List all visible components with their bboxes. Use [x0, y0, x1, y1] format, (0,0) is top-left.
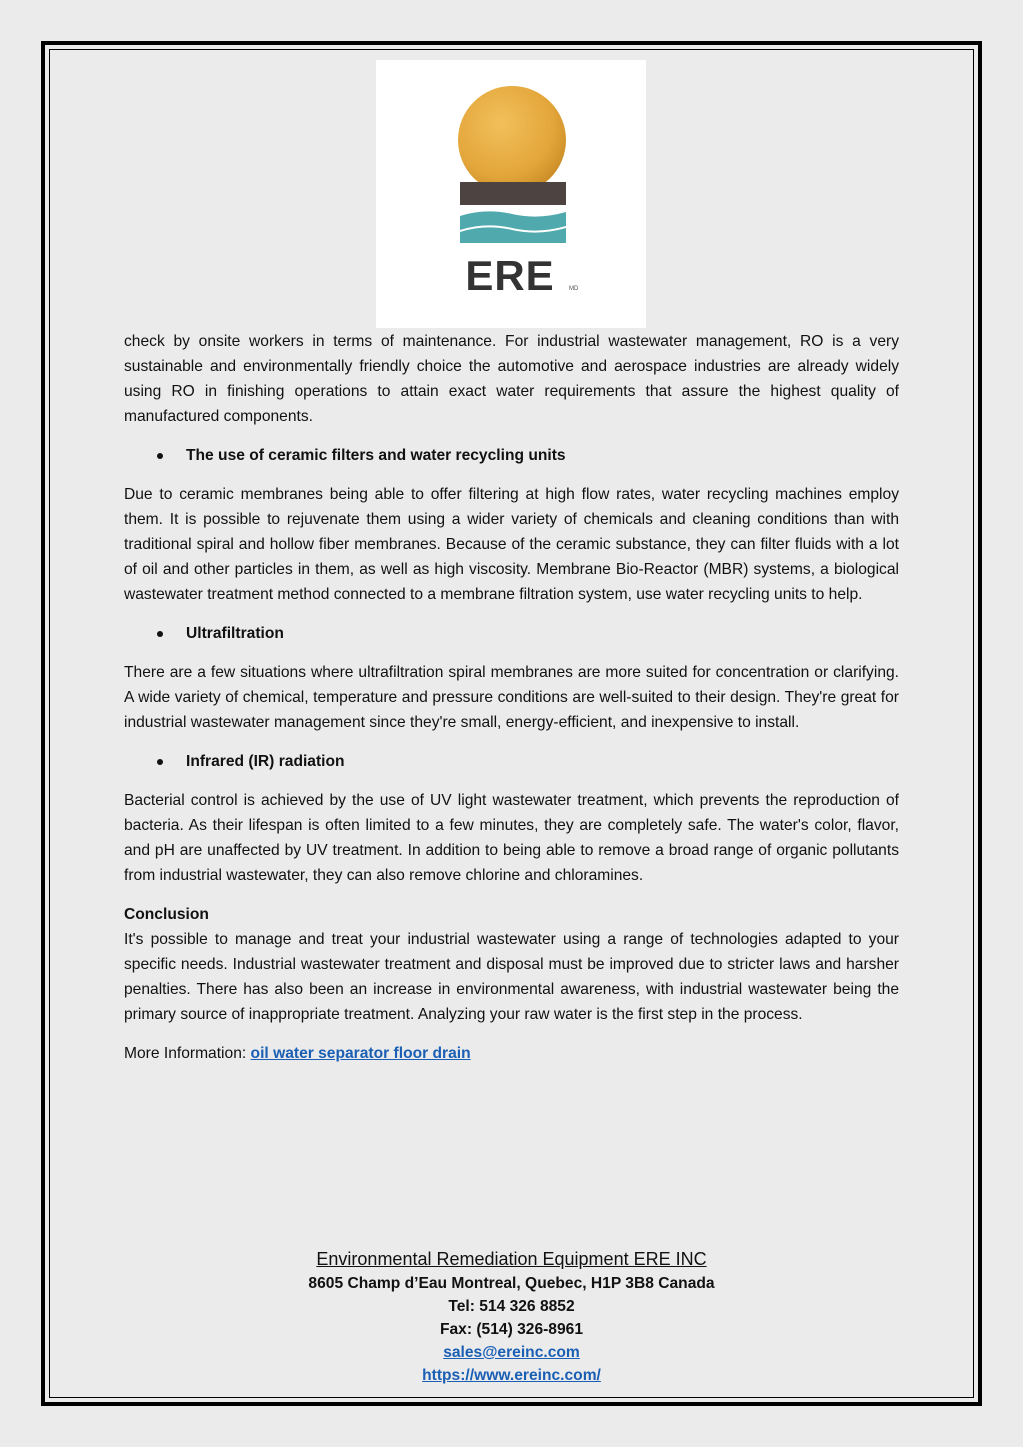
logo-mark: MD — [569, 286, 579, 292]
more-information — [124, 1041, 899, 1066]
logo-wave-bottom-icon — [460, 227, 566, 243]
article-body — [124, 329, 899, 1066]
company-logo — [376, 60, 646, 328]
logo-sun-icon — [458, 86, 566, 194]
logo-text: ERE — [465, 252, 555, 299]
website-link[interactable]: https://www.ereinc.com/ — [422, 1367, 601, 1384]
paragraph-ro: check by onsite workers in terms of maintenance. For industrial wastewater management, RO is a very sustainable and environmentally friendly choice the automotive and aerospace industries are already widely using RO in finishing operations to attain exact water requirements that assure the highest quality of manufactured components. — [124, 333, 899, 425]
company-phone: Tel: 514 326 8852 — [448, 1298, 575, 1315]
logo-band-icon — [460, 182, 566, 205]
company-name: Environmental Remediation Equipment ERE INC — [316, 1249, 707, 1269]
conclusion-heading: Conclusion — [124, 906, 209, 923]
bullet-label: Infrared (IR) radiation — [186, 753, 345, 770]
paragraph-conclusion: It's possible to manage and treat your industrial wastewater using a range of technologies adapted to your specific needs. Industrial wastewater treatment and disposal must be improved due to stricter laws and harsher penalties. There has also been an increase in environmental awareness, with industrial wastewater being the primary source of inappropriate treatment. Analyzing your raw water is the first step in the process. — [124, 931, 899, 1023]
bullet-dot-icon — [157, 759, 163, 765]
bullet-label: Ultrafiltration — [186, 625, 284, 642]
more-info-link[interactable]: oil water separator floor drain — [250, 1045, 471, 1062]
bullet-dot-icon — [157, 453, 163, 459]
bullet-label: The use of ceramic filters and water recycling units — [186, 447, 566, 464]
paragraph-uv: Bacterial control is achieved by the use of UV light wastewater treatment, which prevents the reproduction of bacteria. As their lifespan is often limited to a few minutes, they are completely safe. The water's color, flavor, and pH are unaffected by UV treatment. In addition to being able to remove a broad range of organic pollutants from industrial wastewater, they can also remove chlorine and chloramines. — [124, 792, 899, 884]
bullet-ultrafiltration — [124, 621, 899, 646]
bullet-infrared — [124, 749, 899, 774]
contact-footer — [124, 1246, 899, 1387]
more-info-label: More Information: — [124, 1045, 251, 1062]
paragraph-ultrafiltration: There are a few situations where ultrafiltration spiral membranes are more suited for concentration or clarifying. A wide variety of chemical, temperature and pressure conditions are well-suited to their design. They're great for industrial wastewater management since they're small, energy-efficient, and inexpensive to install. — [124, 664, 899, 731]
bullet-dot-icon — [157, 631, 163, 637]
logo-wave-top-icon — [460, 211, 566, 230]
company-fax: Fax: (514) 326-8961 — [439, 1321, 584, 1338]
bullet-ceramic-filters — [124, 443, 899, 468]
email-link[interactable]: sales@ereinc.com — [443, 1344, 580, 1361]
paragraph-ceramic: Due to ceramic membranes being able to offer filtering at high flow rates, water recycling machines employ them. It is possible to rejuvenate them using a wider variety of chemicals and cleaning conditions than with traditional spiral and hollow fiber membranes. Because of the ceramic substance, they can filter fluids with a lot of oil and other particles in them, as well as high viscosity. Membrane Bio-Reactor (MBR) systems, a biological wastewater treatment method connected to a membrane filtration system, use water recycling units to help. — [124, 486, 899, 603]
company-address: 8605 Champ d’Eau Montreal, Quebec, H1P 3B8 Canada — [308, 1275, 715, 1292]
